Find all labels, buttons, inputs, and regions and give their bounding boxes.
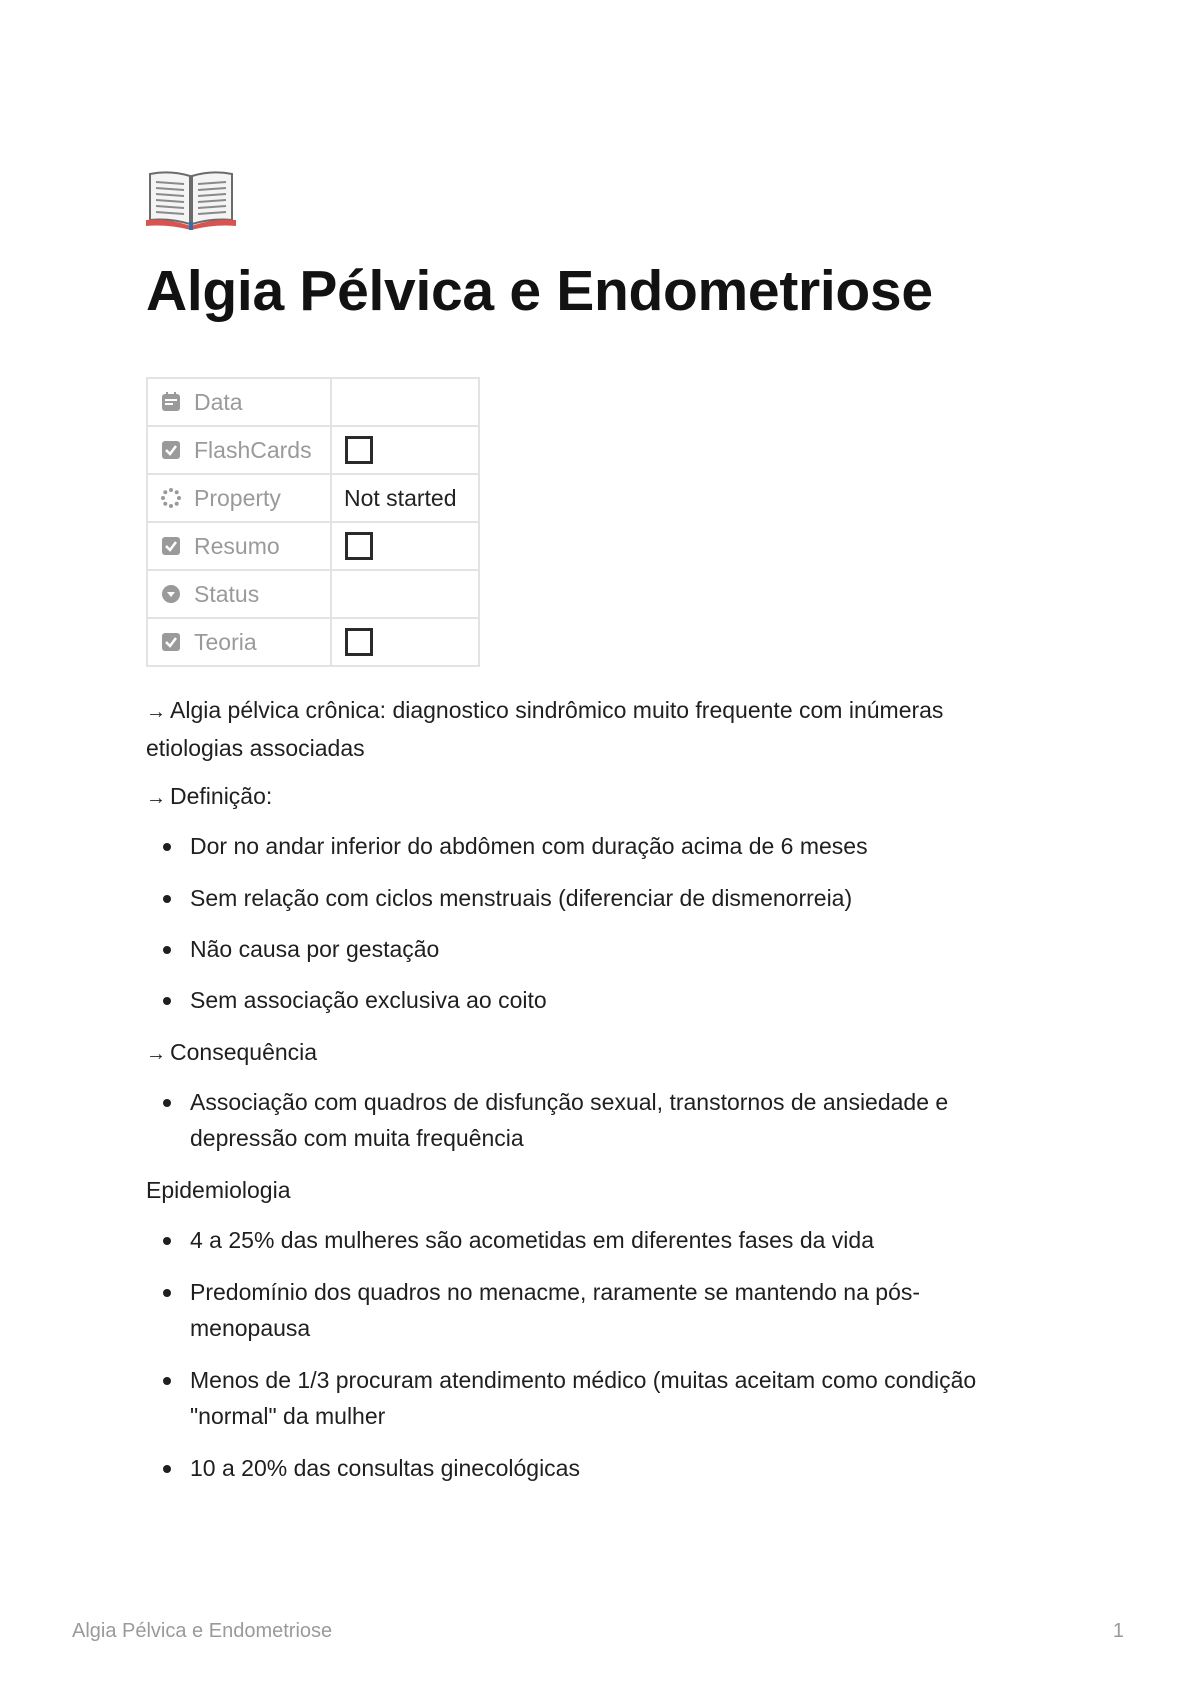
page-title: Algia Pélvica e Endometriose — [146, 259, 933, 323]
arrow-icon: → — [146, 787, 166, 809]
property-row-resumo[interactable] — [147, 522, 479, 570]
property-row-status[interactable] — [147, 570, 479, 618]
checkbox-property-icon — [160, 535, 182, 557]
property-row-teoria[interactable] — [147, 618, 479, 666]
property-name: Status — [194, 580, 260, 607]
status-spinner-icon — [160, 487, 182, 509]
teoria-checkbox[interactable] — [345, 628, 373, 656]
arrow-icon: → — [146, 701, 166, 723]
flashcards-checkbox[interactable] — [345, 436, 373, 464]
property-row-data[interactable] — [147, 378, 479, 426]
list-item: Sem relação com ciclos menstruais (diferenciar de dismenorreia) — [190, 880, 1040, 916]
property-name: Resumo — [194, 532, 280, 559]
list-item: Predomínio dos quadros no menacme, raramente se mantendo na pós-menopausa — [190, 1274, 1040, 1346]
property-name: Data — [194, 388, 243, 415]
resumo-checkbox[interactable] — [345, 532, 373, 560]
paragraph-consequencia: → Consequência — [146, 1039, 318, 1065]
list-item: Menos de 1/3 procuram atendimento médico (muitas aceitam como condição "normal" da mulher — [190, 1362, 1040, 1434]
property-row-flashcards[interactable] — [147, 426, 479, 474]
property-name: FlashCards — [194, 436, 312, 463]
property-status-value[interactable]: Not started — [344, 484, 457, 511]
footer-page-number: 1 — [1112, 1620, 1124, 1642]
checkbox-property-icon — [160, 631, 182, 653]
footer-title: Algia Pélvica e Endometriose — [72, 1620, 333, 1642]
calendar-icon — [160, 391, 182, 413]
list-item: Não causa por gestação — [190, 931, 1040, 967]
status-circle-icon — [160, 583, 182, 605]
property-name: Teoria — [194, 628, 257, 655]
list-item: 4 a 25% das mulheres são acometidas em diferentes fases da vida — [190, 1222, 1040, 1258]
property-row-property[interactable] — [147, 474, 479, 522]
list-item: Associação com quadros de disfunção sexual, transtornos de ansiedade e depressão com muita frequência — [190, 1084, 1040, 1156]
list-item: Sem associação exclusiva ao coito — [190, 982, 1040, 1018]
checkbox-property-icon — [160, 439, 182, 461]
paragraph-algia-cronica: → Algia pélvica crônica: diagnostico sindrômico muito frequente com inúmeras etiologias associadas — [146, 697, 944, 761]
properties-table — [146, 377, 480, 667]
paragraph-epidemiologia: Epidemiologia — [146, 1177, 291, 1203]
paragraph-definicao: → Definição: — [146, 783, 273, 809]
arrow-icon: → — [146, 1043, 166, 1065]
open-book-icon — [146, 168, 236, 230]
list-item: 10 a 20% das consultas ginecológicas — [190, 1450, 1040, 1486]
list-item: Dor no andar inferior do abdômen com duração acima de 6 meses — [190, 828, 1040, 864]
property-name: Property — [194, 484, 281, 511]
